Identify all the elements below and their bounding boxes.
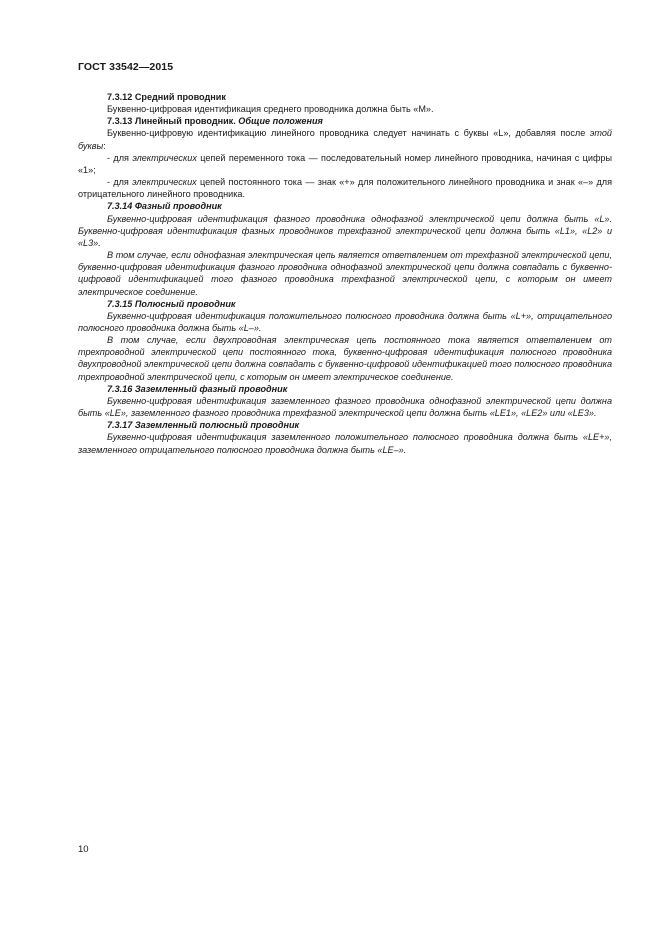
section-title: Заземленный полюсный проводник [134,420,300,431]
section-7-3-14-p2: В том случае, если однофазная электрическая цепь является ответвлением от трехфазной электрической цепи, буквенно-цифровая идентификация фазного проводника однофазной электрической цепи должна совпадать с буквенно-цифровой идентификацией того фазного проводника трехфазной электрической цепи, с которым он имеет электрическое соединение. [78,250,612,297]
section-title: Заземленный фазный проводник [134,383,288,394]
page-number: 10 [78,844,89,855]
section-7-3-17-heading [78,419,612,431]
section-number: 7.3.12 [107,92,133,102]
section-number: 7.3.14 [107,201,133,212]
section-7-3-14-heading [78,200,612,212]
section-7-3-12-heading [78,91,612,103]
text-run: : [103,140,106,151]
section-7-3-13-dc-item [78,176,612,200]
section-number: 7.3.17 [107,420,133,431]
section-7-3-15-p2: В том случае, если двухпроводная электрическая цепь постоянного тока является ответвлением от трехпроводной электрической цепи постоянного тока, буквенно-цифровая идентификация полюсного проводника двухпроводной электрической цепи должна совпадать с буквенно-цифровой идентификацией того полюсного проводника трехпроводной электрической цепи, с которым он имеет электрическое соединение. [78,335,612,382]
section-number: 7.3.13 [107,116,133,127]
text-run: цепей постоянного тока — знак «+» для положительного линейного проводника и знак «–» для отрицательного линейного проводника. [78,177,612,200]
section-number: 7.3.16 [107,383,133,394]
section-7-3-13-heading [78,115,612,127]
text-run-italic: электрических [132,177,197,188]
section-7-3-16-heading [78,383,612,395]
text-run: Буквенно-цифровую идентификацию линейного проводника следует начинать с буквы «L», добавляя после [107,128,586,139]
document-code: ГОСТ 33542—2015 [78,61,174,73]
text-run-italic: этой буквы [78,128,612,151]
text-run: цепей переменного тока — последовательный номер линейного проводника, начиная с цифры «1»; [78,152,613,175]
section-7-3-17-p1: Буквенно-цифровая идентификация заземленного положительного полюсного проводника должна быть «LE+», заземленного отрицательного полюсного проводника должна быть «LE–». [78,432,612,455]
section-7-3-14-p1: Буквенно-цифровая идентификация фазного проводника однофазной электрической цепи должна быть «L». Буквенно-цифровая идентификация фазных проводников трехфазной электрической цепи должна быть «L1», «L2» и «L3». [78,213,612,248]
section-7-3-13-ac-item [78,152,612,176]
section-7-3-15-heading [78,298,612,310]
text-run: - для [107,177,129,188]
section-subtitle: Общие положения [238,116,323,127]
section-title: Линейный проводник. [134,116,236,127]
section-7-3-12-text: Буквенно-цифровая идентификация среднего проводника должна быть «М». [107,104,434,115]
section-7-3-13-intro [78,127,612,151]
section-7-3-15-p1: Буквенно-цифровая идентификация положительного полюсного проводника должна быть «L+», отрицательного полюсного проводника должна быть «L–». [78,310,612,333]
document-body [78,91,612,456]
section-title: Средний проводник [134,92,226,102]
section-7-3-16-p1: Буквенно-цифровая идентификация заземленного фазного проводника однофазной электрической цепи должна быть «LE», заземленного фазного проводника трехфазной электрической цепи должна быть «LE1», «LE2» или «LE3». [78,395,612,419]
text-run-italic: электрических [132,152,197,163]
section-number: 7.3.15 [107,298,133,309]
section-title: Фазный проводник [134,201,222,212]
section-title: Полюсный проводник [134,298,236,309]
text-run: - для [107,152,129,163]
